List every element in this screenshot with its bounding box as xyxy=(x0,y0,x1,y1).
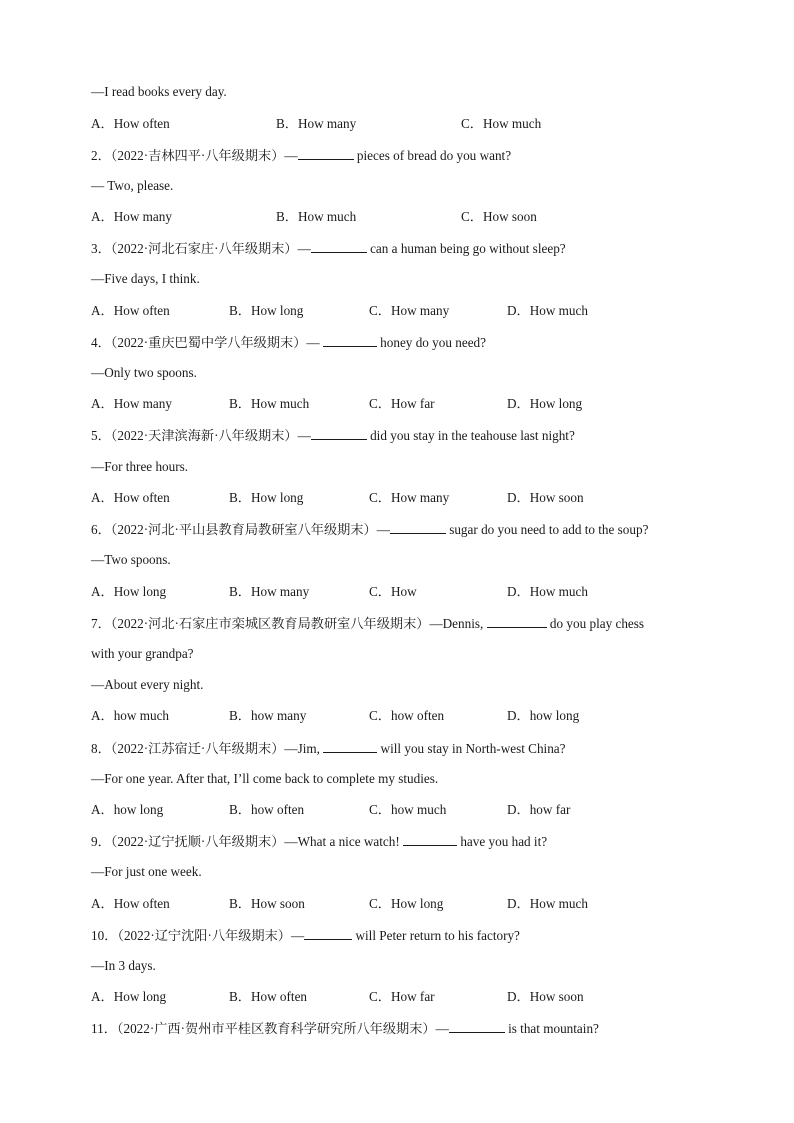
option-a: A．How often xyxy=(91,116,170,131)
answer-blank xyxy=(390,521,446,534)
answer-line: —For three hours. xyxy=(91,459,189,474)
question-10: 10．（2022·辽宁沈阳·八年级期末）— will Peter return to his factory? xyxy=(91,928,520,943)
option-a: A．how much xyxy=(91,708,170,723)
answer-line: —I read books every day. xyxy=(91,84,227,99)
option-b: B．How many xyxy=(276,116,357,131)
question-8: 8．（2022·江苏宿迁·八年级期末）—Jim, will you stay in North-west China? xyxy=(91,741,566,756)
option-a: A．How often xyxy=(91,303,170,318)
question-6: 6．（2022·河北·平山县教育局教研室八年级期末）— sugar do you need to add to the soup? xyxy=(91,522,649,537)
question-7: 7．（2022·河北·石家庄市栾城区教育局教研室八年级期末）—Dennis, do you play chess xyxy=(91,616,645,631)
answer-blank xyxy=(298,147,354,160)
answer-blank xyxy=(449,1020,505,1033)
option-b: B．How soon xyxy=(229,896,305,911)
option-c: C．How far xyxy=(369,989,435,1004)
option-c: C．How xyxy=(369,584,417,599)
option-d: D．How soon xyxy=(507,989,584,1004)
option-b: B．How often xyxy=(229,989,308,1004)
question-7-continued: with your grandpa? xyxy=(91,646,194,661)
option-a: A．How many xyxy=(91,209,172,224)
answer-line: —For one year. After that, I’ll come back to complete my studies. xyxy=(91,771,439,786)
answer-blank xyxy=(311,427,367,440)
option-b: B．How many xyxy=(229,584,310,599)
option-a: A．How long xyxy=(91,584,167,599)
option-c: C．how often xyxy=(369,708,445,723)
option-c: C．How much xyxy=(461,116,542,131)
option-b: B．How much xyxy=(276,209,357,224)
option-c: C．how much xyxy=(369,802,447,817)
option-a: A．How often xyxy=(91,896,170,911)
answer-line: —Only two spoons. xyxy=(91,365,197,380)
option-a: A．How long xyxy=(91,989,167,1004)
option-b: B．how often xyxy=(229,802,305,817)
answer-blank xyxy=(403,833,457,846)
option-d: D．How much xyxy=(507,896,588,911)
question-4: 4．（2022·重庆巴蜀中学八年级期末）— honey do you need? xyxy=(91,335,487,350)
question-9: 9．（2022·辽宁抚顺·八年级期末）—What a nice watch! have you had it? xyxy=(91,834,548,849)
option-a: A．How many xyxy=(91,396,172,411)
answer-blank xyxy=(487,615,547,628)
question-5: 5．（2022·天津滨海新·八年级期末）— did you stay in the teahouse last night? xyxy=(91,428,575,443)
option-d: D．How long xyxy=(507,396,583,411)
option-d: D．how long xyxy=(507,708,580,723)
option-d: D．how far xyxy=(507,802,571,817)
option-b: B．How much xyxy=(229,396,310,411)
answer-line: —About every night. xyxy=(91,677,204,692)
answer-blank xyxy=(323,740,377,753)
option-b: B．how many xyxy=(229,708,307,723)
question-3: 3．（2022·河北石家庄·八年级期末）— can a human being go without sleep? xyxy=(91,241,566,256)
option-d: D．How much xyxy=(507,584,588,599)
answer-blank xyxy=(311,240,367,253)
question-11: 11．（2022·广西·贺州市平桂区教育科学研究所八年级期末）— is that mountain? xyxy=(91,1021,599,1036)
answer-line: —Five days, I think. xyxy=(91,271,200,286)
option-d: D．How much xyxy=(507,303,588,318)
answer-line: —In 3 days. xyxy=(91,958,156,973)
answer-line: —Two spoons. xyxy=(91,552,171,567)
option-a: A．how long xyxy=(91,802,164,817)
option-c: C．How long xyxy=(369,896,444,911)
option-c: C．How far xyxy=(369,396,435,411)
option-b: B．How long xyxy=(229,303,304,318)
option-c: C．How many xyxy=(369,303,450,318)
answer-line: — Two, please. xyxy=(91,178,174,193)
option-c: C．How many xyxy=(369,490,450,505)
option-d: D．How soon xyxy=(507,490,584,505)
option-b: B．How long xyxy=(229,490,304,505)
answer-blank xyxy=(304,927,352,940)
answer-blank xyxy=(323,334,377,347)
question-2: 2．（2022·吉林四平·八年级期末）— pieces of bread do you want? xyxy=(91,148,512,163)
option-c: C．How soon xyxy=(461,209,537,224)
answer-line: —For just one week. xyxy=(91,864,202,879)
option-a: A．How often xyxy=(91,490,170,505)
